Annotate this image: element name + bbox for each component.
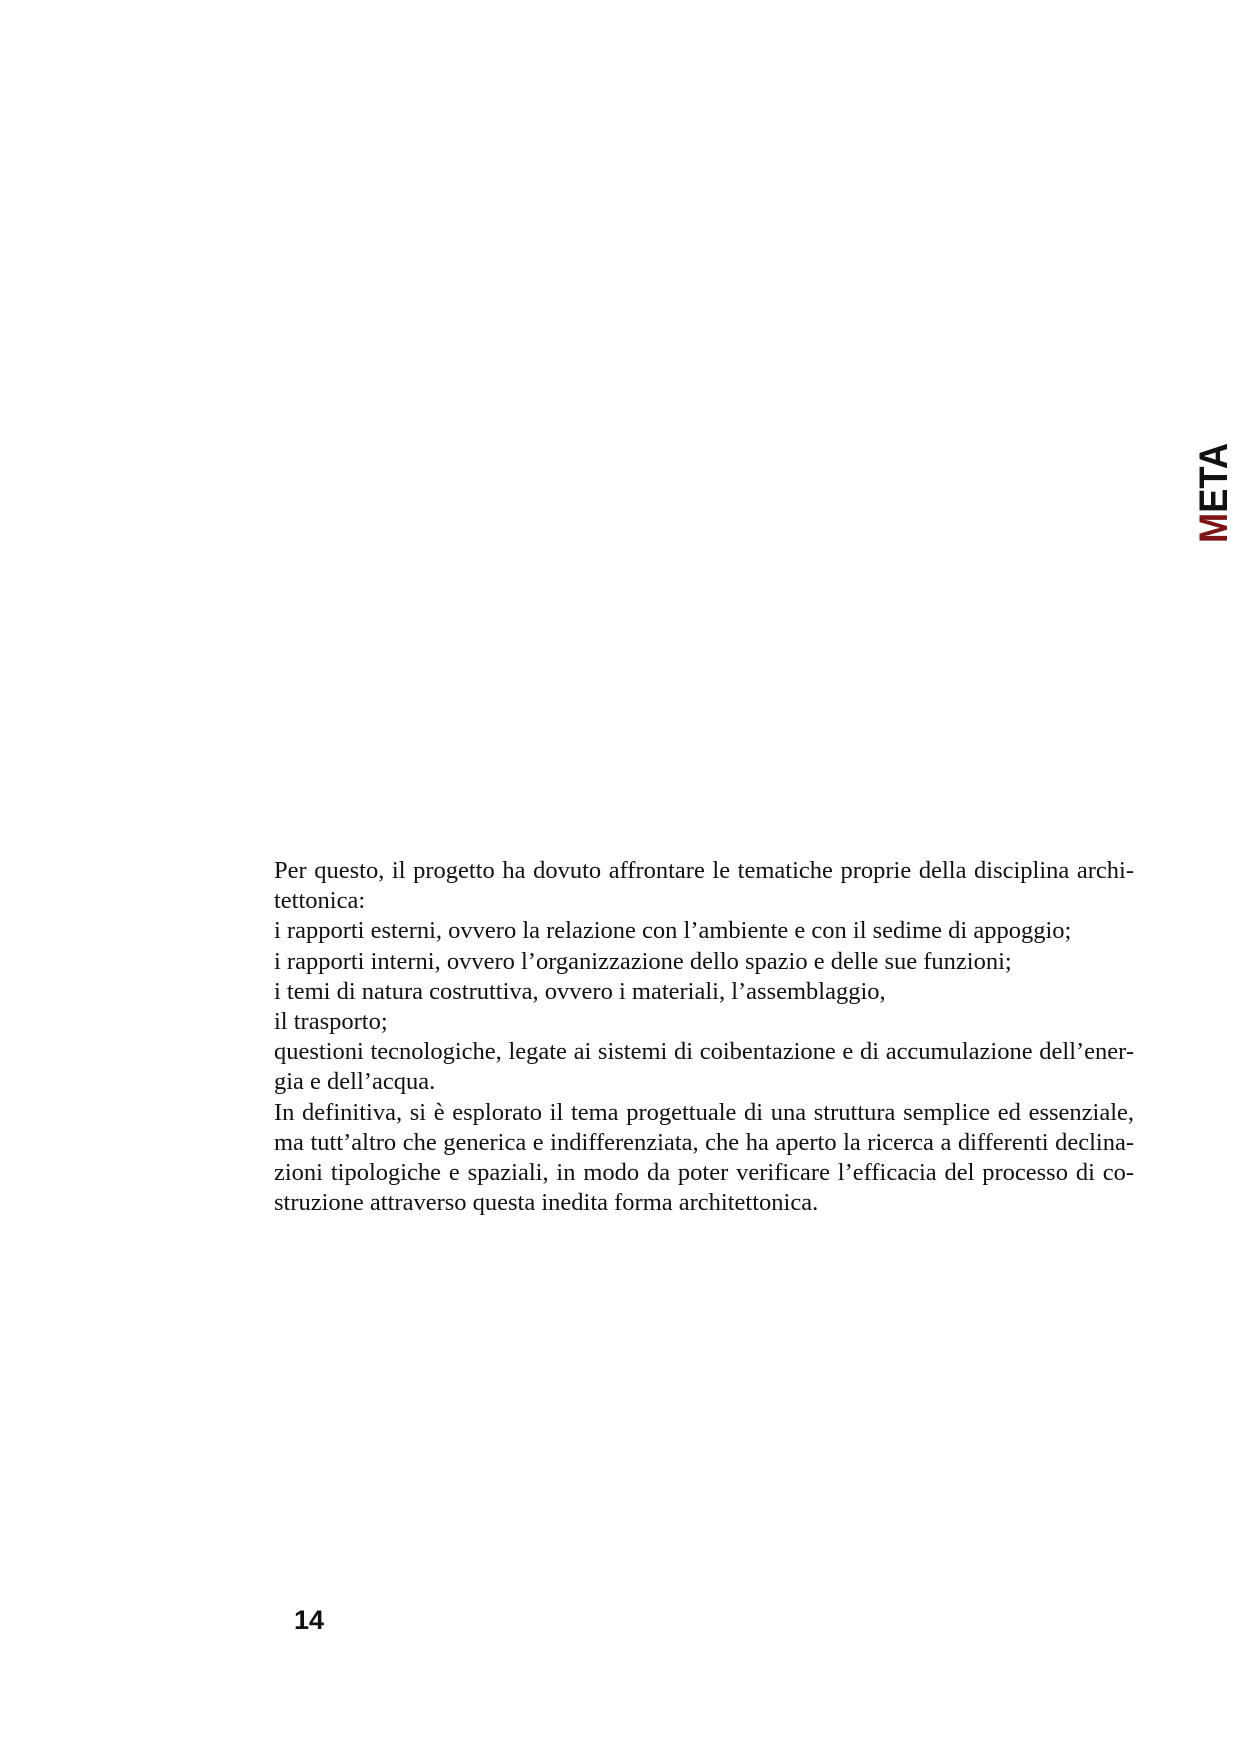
paragraph-line: struzione attraverso questa inedita forma architettonica.	[274, 1189, 819, 1217]
paragraph-line: il trasporto;	[274, 1008, 388, 1036]
paragraph-line: i temi di natura costruttiva, ovvero i materiali, l’assemblaggio,	[274, 977, 886, 1005]
logo-letter-m: M	[1192, 509, 1236, 543]
body-paragraph	[274, 856, 1134, 1218]
svg-text:META	[1192, 435, 1236, 543]
paragraph-line: zioni tipologiche e spaziali, in modo da poter verificare l’efficacia del processo di co-	[274, 1159, 1134, 1187]
paragraph-line: i rapporti esterni, ovvero la relazione con l’ambiente e con il sedime di appoggio;	[274, 917, 1072, 945]
paragraph-line: In definitiva, si è esplorato il tema progettuale di una struttura semplice ed essenziale,	[274, 1098, 1134, 1126]
logo-letters-eta: ETA	[1192, 435, 1236, 513]
paragraph-line: questioni tecnologiche, legate ai sistemi di coibentazione e di accumulazione dell’ener-	[274, 1038, 1134, 1066]
paragraph-line: Per questo, il progetto ha dovuto affrontare le tematiche proprie della disciplina archi-	[274, 857, 1134, 884]
paragraph-line: gia e dell’acqua.	[274, 1068, 436, 1096]
paragraph-line: i rapporti interni, ovvero l’organizzazione dello spazio e delle sue funzioni;	[274, 947, 1012, 975]
page-number: 14	[294, 1605, 325, 1635]
paragraph-line: tettonica:	[274, 887, 366, 915]
meta-logo	[1192, 435, 1236, 543]
paragraph-line: ma tutt’altro che generica e indifferenziata, che ha aperto la ricerca a differenti declina-	[274, 1128, 1134, 1156]
